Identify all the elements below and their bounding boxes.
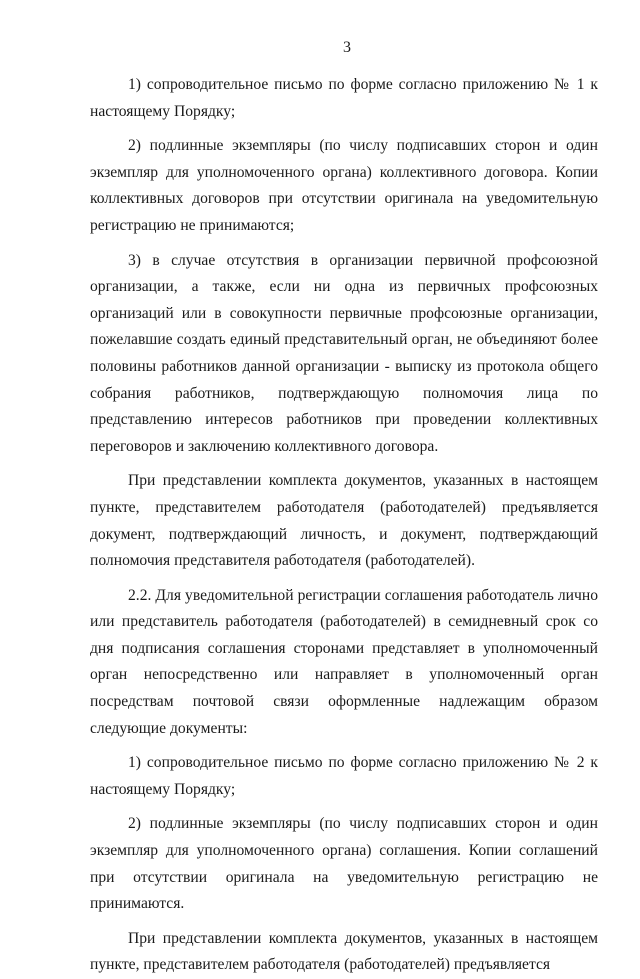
page-number: 3	[343, 39, 351, 56]
paragraph-item-2-original-copies: 2) подлинные экземпляры (по числу подписавших сторон и один экземпляр для уполномоченного органа) коллективного договора. Копии коллективных договоров при отсутствии оригинала на уведомительную регистрацию не принимаются;	[90, 137, 598, 234]
paragraph-agreement-identity: При представлении комплекта документов, указанных в настоящем пункте, представителем работодателя (работодателей) предъявляется	[90, 929, 598, 974]
paragraph-item-1-cover-letter: 1) сопроводительное письмо по форме согласно приложению № 1 к настоящему Порядку;	[90, 76, 598, 120]
paragraph-agreement-item-1: 1) сопроводительное письмо по форме согласно приложению № 2 к настоящему Порядку;	[90, 754, 598, 798]
paragraph-section-2-2: 2.2. Для уведомительной регистрации соглашения работодатель лично или представитель работодателя (работодателей) в семидневный срок со дня подписания соглашения сторонами представляет в уполномоченный орган непосредственно или направляет в уполномоченный орган посредствам почтовой связи оформленные надлежащим образом следующие документы:	[90, 586, 598, 737]
paragraph-item-3-protocol-extract: 3) в случае отсутствия в организации первичной профсоюзной организации, а также, если ни одна из первичных профсоюзных организаций или в совокупности первичные профсоюзные организации, пожелавшие создать единый представительный орган, не объединяют более половины работников данной организации - выписку из протокола общего собрания работников, подтверждающую полномочия лица по представлению интересов работников при проведении коллективных переговоров и заключению коллективного договора.	[90, 251, 598, 455]
paragraph-identity-documents: При представлении комплекта документов, указанных в настоящем пункте, представителем работодателя (работодателей) предъявляется документ, подтверждающий личность, и документ, подтверждающий полномочия представителя работодателя (работодателей).	[90, 472, 598, 570]
paragraph-agreement-item-2: 2) подлинные экземпляры (по числу подписавших сторон и один экземпляр для уполномоченного органа) соглашения. Копии соглашений при отсутствии оригинала на уведомительную регистрацию не принимаются.	[90, 815, 598, 913]
